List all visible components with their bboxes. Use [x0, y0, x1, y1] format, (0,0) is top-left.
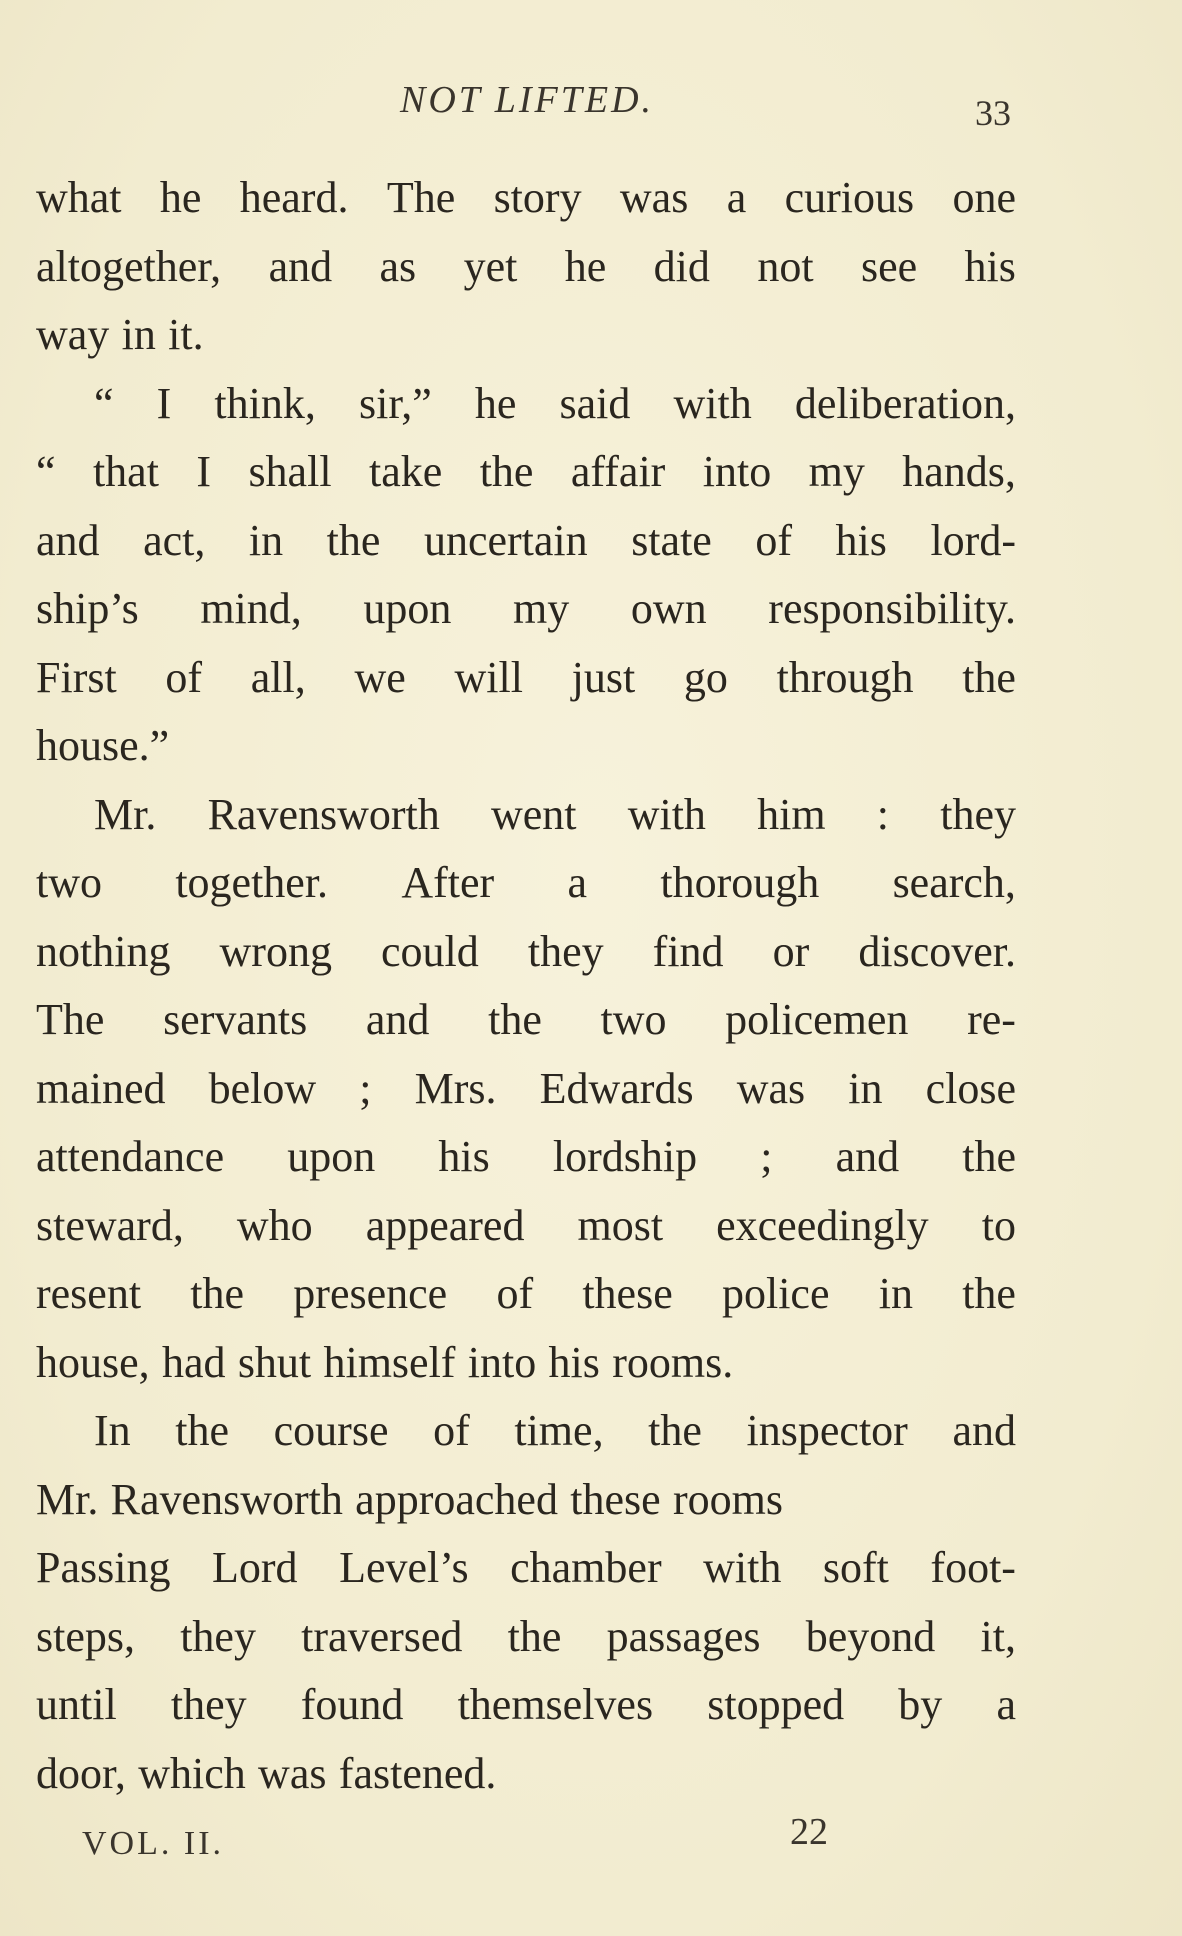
- text-line: Passing Lord Level’s chamber with soft foot-: [36, 1543, 1016, 1592]
- text-line: Mr. Ravensworth went with him : they: [94, 789, 1016, 839]
- text-line: First of all, we will just go through the: [36, 652, 1016, 702]
- text-line: way in it.: [36, 310, 204, 359]
- text-line: altogether, and as yet he did not see his: [36, 241, 1016, 291]
- text-line: In the course of time, the inspector and: [94, 1406, 1016, 1455]
- text-line: “ that I shall take the affair into my hands,: [36, 447, 1016, 496]
- text-line: Mr. Ravensworth approached these rooms: [36, 1474, 783, 1524]
- text-line: door, which was fastened.: [36, 1748, 497, 1798]
- sheet-number: 22: [790, 1811, 828, 1853]
- text-line: The servants and the two policemen re-: [36, 995, 1016, 1044]
- text-line: attendance upon his lordship ; and the: [36, 1132, 1016, 1181]
- text-line: ship’s mind, upon my own responsibility.: [36, 584, 1016, 633]
- text-line: and act, in the uncertain state of his lord-: [36, 515, 1016, 565]
- text-line: “ I think, sir,” he said with deliberation,: [94, 378, 1016, 428]
- text-line: until they found themselves stopped by a: [36, 1680, 1016, 1729]
- signature-mark: VOL. II.: [82, 1825, 225, 1862]
- text-line: two together. After a thorough search,: [36, 858, 1016, 907]
- text-line: what he heard. The story was a curious one: [36, 173, 1016, 222]
- text-line: resent the presence of these police in the: [36, 1269, 1016, 1318]
- text-line: nothing wrong could they find or discover.: [36, 926, 1016, 976]
- body-text: [36, 164, 1016, 1808]
- running-head: NOT LIFTED.: [400, 79, 655, 121]
- text-line: house, had shut himself into his rooms.: [36, 1337, 734, 1387]
- text-line: steps, they traversed the passages beyond it,: [36, 1611, 1016, 1661]
- text-line: steward, who appeared most exceedingly to: [36, 1200, 1016, 1250]
- text-line: mained below ; Mrs. Edwards was in close: [36, 1063, 1016, 1113]
- text-line: house.”: [36, 721, 170, 770]
- page-number: 33: [975, 93, 1011, 133]
